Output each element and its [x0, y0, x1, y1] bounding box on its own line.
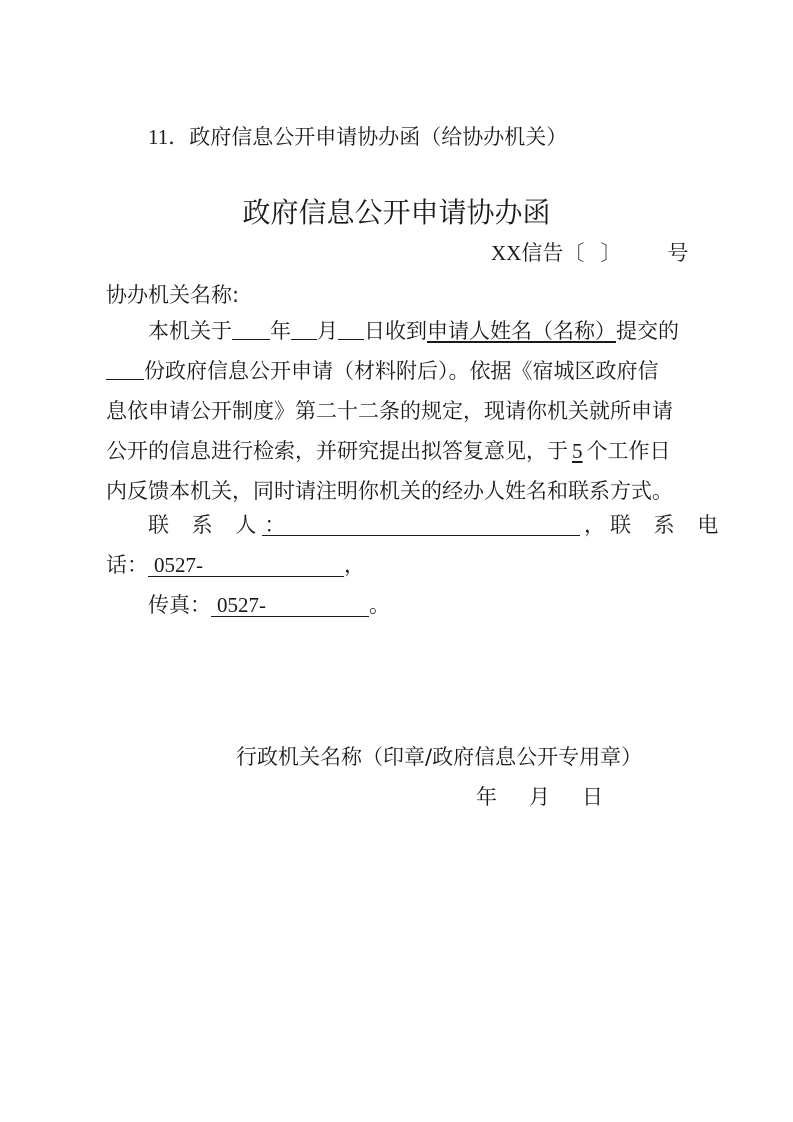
copies-blank[interactable]: [106, 359, 144, 380]
phone-label-part1: 联 系 电: [610, 513, 727, 537]
doc-number-prefix: XX: [491, 241, 522, 265]
month-label: 月: [317, 319, 338, 343]
document-number: [491, 238, 688, 268]
contact-person-blank[interactable]: [262, 535, 580, 536]
day-blank[interactable]: [338, 319, 364, 340]
section-heading: [148, 122, 567, 152]
fax-row: [148, 590, 390, 620]
body-text: 个工作日: [586, 439, 671, 463]
body-text: 公开的信息进行检索，并研究提出拟答复意见，于: [106, 439, 568, 463]
phone-end: ，: [344, 553, 365, 577]
section-heading-text: 政府信息公开申请协办函（给协办机关）: [189, 125, 568, 149]
signature-date: [476, 782, 603, 812]
fax-field[interactable]: [211, 594, 369, 617]
signature-month-label: 月: [529, 785, 550, 809]
phone-value: 0527-: [154, 553, 203, 577]
signature-org: 行政机关名称（印章/政府信息公开专用章）: [236, 745, 643, 769]
body-text: 提交的: [616, 319, 679, 343]
body-line-1: [148, 316, 679, 346]
working-days-value: 5: [572, 439, 583, 463]
year-blank[interactable]: [232, 319, 270, 340]
signature-day-label: 日: [582, 785, 603, 809]
phone-label-part2: 话：: [106, 553, 148, 577]
fax-label: 传真：: [148, 593, 211, 617]
fax-end: 。: [369, 593, 390, 617]
body-line-3: 息依申请公开制度》第二十二条的规定，现请你机关就所申请: [106, 399, 673, 423]
phone-field[interactable]: [148, 554, 344, 577]
month-blank[interactable]: [291, 319, 317, 340]
body-line-2: [106, 356, 659, 386]
body-line-5: 内反馈本机关，同时请注明你机关的经办人姓名和联系方式。: [106, 479, 673, 503]
applicant-name-field: 申请人姓名（名称）: [427, 319, 616, 343]
body-text: 本机关于: [148, 319, 232, 343]
contact-comma: ，: [584, 513, 605, 537]
day-label: 日收到: [364, 319, 427, 343]
doc-number-middle: 信告〔: [521, 241, 585, 265]
doc-number-suffix: 号: [667, 241, 689, 265]
body-text: 份政府信息公开申请（材料附后）。依据《宿城区政府信: [144, 359, 659, 383]
body-line-4: [106, 436, 671, 466]
doc-number-bracket-close: 〕: [600, 241, 622, 265]
signature-year-label: 年: [476, 785, 497, 809]
contact-person-label: 联 系 人：: [148, 513, 294, 537]
phone-row: [106, 550, 365, 580]
fax-value: 0527-: [217, 593, 266, 617]
section-number: 11．: [148, 125, 190, 149]
recipient-label: 协办机关名称:: [106, 283, 240, 307]
year-label: 年: [270, 319, 291, 343]
document-title: 政府信息公开申请协办函: [242, 196, 551, 229]
